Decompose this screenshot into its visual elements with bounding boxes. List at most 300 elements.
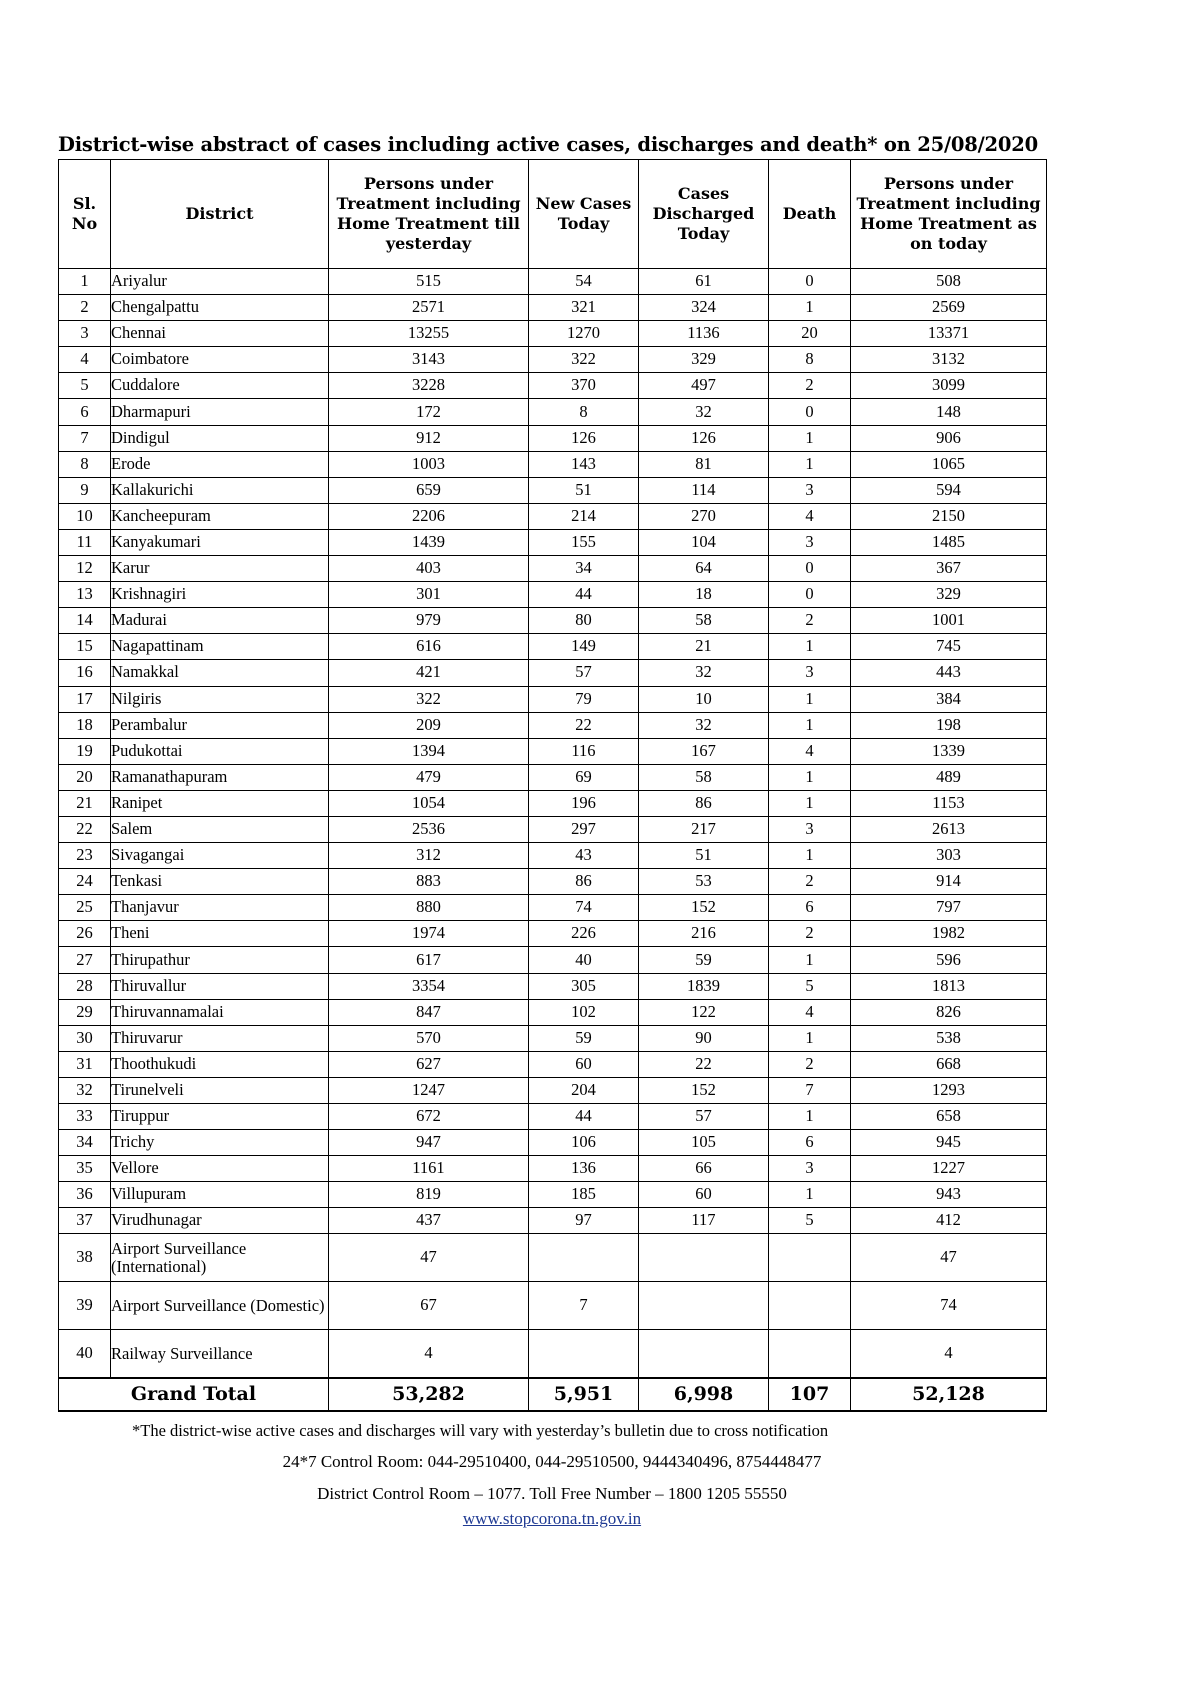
row-death: 3 (769, 660, 851, 686)
page-title: District-wise abstract of cases including active cases, discharges and death* on 25/08/2020 (58, 133, 1039, 156)
row-death: 2 (769, 869, 851, 895)
row-death: 5 (769, 1208, 851, 1234)
row-cases-discharged: 114 (639, 477, 769, 503)
row-sl-no: 17 (59, 686, 111, 712)
row-death (769, 1234, 851, 1282)
row-prev-treatment: 912 (329, 425, 529, 451)
row-district-name: Tenkasi (111, 869, 329, 895)
row-today-treatment: 47 (851, 1234, 1047, 1282)
row-cases-discharged (639, 1234, 769, 1282)
row-district-name: Kallakurichi (111, 477, 329, 503)
row-today-treatment: 2150 (851, 503, 1047, 529)
table-row (59, 529, 1047, 555)
row-prev-treatment: 2206 (329, 503, 529, 529)
row-death: 1 (769, 1104, 851, 1130)
row-new-cases: 74 (529, 895, 639, 921)
row-sl-no: 10 (59, 503, 111, 529)
row-today-treatment: 412 (851, 1208, 1047, 1234)
row-prev-treatment: 209 (329, 712, 529, 738)
row-today-treatment: 906 (851, 425, 1047, 451)
control-room-line: 24*7 Control Room: 044-29510400, 044-29510500, 9444340496, 8754448477 (282, 1452, 822, 1472)
table-row (59, 895, 1047, 921)
row-sl-no: 9 (59, 477, 111, 503)
grand-total-prev: 53,282 (329, 1378, 529, 1411)
table-row (59, 999, 1047, 1025)
row-new-cases: 79 (529, 686, 639, 712)
row-cases-discharged: 152 (639, 1077, 769, 1103)
grand-total-death: 107 (769, 1378, 851, 1411)
row-today-treatment: 596 (851, 947, 1047, 973)
row-sl-no: 28 (59, 973, 111, 999)
row-death: 2 (769, 921, 851, 947)
row-new-cases: 8 (529, 399, 639, 425)
row-sl-no: 22 (59, 816, 111, 842)
row-today-treatment: 1153 (851, 790, 1047, 816)
row-death: 3 (769, 529, 851, 555)
row-death: 4 (769, 999, 851, 1025)
row-district-name: Chengalpattu (111, 295, 329, 321)
row-new-cases: 136 (529, 1156, 639, 1182)
table-row (59, 947, 1047, 973)
row-sl-no: 33 (59, 1104, 111, 1130)
row-prev-treatment: 421 (329, 660, 529, 686)
row-new-cases: 214 (529, 503, 639, 529)
row-prev-treatment: 479 (329, 764, 529, 790)
row-district-name: Thanjavur (111, 895, 329, 921)
row-cases-discharged: 90 (639, 1025, 769, 1051)
row-new-cases: 321 (529, 295, 639, 321)
row-sl-no: 30 (59, 1025, 111, 1051)
row-cases-discharged: 51 (639, 843, 769, 869)
district-abstract-table (58, 159, 1047, 1412)
row-today-treatment: 329 (851, 582, 1047, 608)
row-cases-discharged: 58 (639, 764, 769, 790)
row-prev-treatment: 515 (329, 269, 529, 295)
row-cases-discharged: 217 (639, 816, 769, 842)
row-death: 4 (769, 738, 851, 764)
column-header-death: Death (769, 160, 851, 269)
row-prev-treatment: 847 (329, 999, 529, 1025)
row-sl-no: 29 (59, 999, 111, 1025)
row-new-cases: 370 (529, 373, 639, 399)
row-prev-treatment: 1054 (329, 790, 529, 816)
row-sl-no: 31 (59, 1051, 111, 1077)
row-district-name: Chennai (111, 321, 329, 347)
row-prev-treatment: 3143 (329, 347, 529, 373)
table-row (59, 347, 1047, 373)
row-sl-no: 5 (59, 373, 111, 399)
row-prev-treatment: 617 (329, 947, 529, 973)
row-death: 1 (769, 712, 851, 738)
row-new-cases: 126 (529, 425, 639, 451)
row-today-treatment: 943 (851, 1182, 1047, 1208)
row-death: 1 (769, 425, 851, 451)
table-row (59, 477, 1047, 503)
row-death: 3 (769, 816, 851, 842)
row-cases-discharged: 32 (639, 660, 769, 686)
row-district-name: Dharmapuri (111, 399, 329, 425)
table-row (59, 269, 1047, 295)
district-control-room-line: District Control Room – 1077. Toll Free Number – 1800 1205 55550 (317, 1483, 787, 1503)
row-district-name: Thiruvallur (111, 973, 329, 999)
row-district-name: Virudhunagar (111, 1208, 329, 1234)
row-sl-no: 34 (59, 1130, 111, 1156)
row-death: 1 (769, 451, 851, 477)
row-new-cases: 116 (529, 738, 639, 764)
row-prev-treatment: 1974 (329, 921, 529, 947)
row-new-cases: 196 (529, 790, 639, 816)
row-prev-treatment: 312 (329, 843, 529, 869)
row-today-treatment: 2613 (851, 816, 1047, 842)
row-today-treatment: 489 (851, 764, 1047, 790)
row-cases-discharged: 104 (639, 529, 769, 555)
row-death: 6 (769, 895, 851, 921)
bulletin-page (58, 0, 1046, 1529)
row-cases-discharged: 270 (639, 503, 769, 529)
row-cases-discharged: 81 (639, 451, 769, 477)
row-death: 1 (769, 1182, 851, 1208)
row-district-name: Tirunelveli (111, 1077, 329, 1103)
row-death: 1 (769, 947, 851, 973)
row-district-name: Perambalur (111, 712, 329, 738)
table-row (59, 321, 1047, 347)
row-today-treatment: 745 (851, 634, 1047, 660)
row-today-treatment: 508 (851, 269, 1047, 295)
row-sl-no: 6 (59, 399, 111, 425)
row-prev-treatment: 172 (329, 399, 529, 425)
table-row (59, 1130, 1047, 1156)
row-cases-discharged: 59 (639, 947, 769, 973)
row-prev-treatment: 1003 (329, 451, 529, 477)
row-district-name: Salem (111, 816, 329, 842)
row-cases-discharged: 329 (639, 347, 769, 373)
table-row (59, 425, 1047, 451)
row-district-name: Nagapattinam (111, 634, 329, 660)
table-body (59, 269, 1047, 1412)
row-new-cases: 1270 (529, 321, 639, 347)
row-sl-no: 35 (59, 1156, 111, 1182)
table-row (59, 790, 1047, 816)
row-today-treatment: 1339 (851, 738, 1047, 764)
row-death: 1 (769, 295, 851, 321)
row-new-cases: 51 (529, 477, 639, 503)
row-death (769, 1330, 851, 1379)
row-new-cases: 322 (529, 347, 639, 373)
row-cases-discharged: 32 (639, 712, 769, 738)
row-death: 3 (769, 477, 851, 503)
row-today-treatment: 384 (851, 686, 1047, 712)
row-new-cases: 44 (529, 582, 639, 608)
row-sl-no: 13 (59, 582, 111, 608)
table-row (59, 373, 1047, 399)
row-today-treatment: 148 (851, 399, 1047, 425)
table-row (59, 660, 1047, 686)
table-row (59, 1330, 1047, 1379)
row-prev-treatment: 570 (329, 1025, 529, 1051)
table-row (59, 399, 1047, 425)
row-prev-treatment: 13255 (329, 321, 529, 347)
row-cases-discharged: 53 (639, 869, 769, 895)
sl-line-2: No (71, 214, 98, 233)
row-sl-no: 1 (59, 269, 111, 295)
row-today-treatment: 3132 (851, 347, 1047, 373)
row-new-cases: 54 (529, 269, 639, 295)
table-row (59, 1077, 1047, 1103)
row-district-name: Ranipet (111, 790, 329, 816)
row-new-cases: 297 (529, 816, 639, 842)
row-cases-discharged: 1136 (639, 321, 769, 347)
row-new-cases: 106 (529, 1130, 639, 1156)
row-new-cases: 149 (529, 634, 639, 660)
row-district-name: Thoothukudi (111, 1051, 329, 1077)
row-today-treatment: 303 (851, 843, 1047, 869)
row-death: 1 (769, 790, 851, 816)
row-new-cases: 59 (529, 1025, 639, 1051)
row-today-treatment: 1227 (851, 1156, 1047, 1182)
row-death: 8 (769, 347, 851, 373)
website-line (58, 1509, 1046, 1529)
row-today-treatment: 13371 (851, 321, 1047, 347)
table-row (59, 764, 1047, 790)
row-death: 2 (769, 373, 851, 399)
row-district-name: Theni (111, 921, 329, 947)
row-sl-no: 3 (59, 321, 111, 347)
row-district-name: Thirupathur (111, 947, 329, 973)
row-prev-treatment: 672 (329, 1104, 529, 1130)
row-district-name: Erode (111, 451, 329, 477)
row-death: 2 (769, 1051, 851, 1077)
table-row (59, 295, 1047, 321)
table-row (59, 451, 1047, 477)
row-today-treatment: 594 (851, 477, 1047, 503)
grand-total-row (59, 1378, 1047, 1411)
row-death: 2 (769, 608, 851, 634)
row-new-cases: 102 (529, 999, 639, 1025)
table-row (59, 1051, 1047, 1077)
row-sl-no: 23 (59, 843, 111, 869)
row-today-treatment: 74 (851, 1282, 1047, 1330)
row-prev-treatment: 616 (329, 634, 529, 660)
row-cases-discharged: 324 (639, 295, 769, 321)
row-cases-discharged: 122 (639, 999, 769, 1025)
row-prev-treatment: 2571 (329, 295, 529, 321)
row-cases-discharged: 18 (639, 582, 769, 608)
footnote: *The district-wise active cases and discharges will vary with yesterday’s bulletin due to cross notification (132, 1421, 829, 1441)
row-district-name: Kanyakumari (111, 529, 329, 555)
row-district-name: Ramanathapuram (111, 764, 329, 790)
row-sl-no: 19 (59, 738, 111, 764)
row-district-name: Karur (111, 556, 329, 582)
row-today-treatment: 2569 (851, 295, 1047, 321)
row-new-cases: 60 (529, 1051, 639, 1077)
row-today-treatment: 668 (851, 1051, 1047, 1077)
row-death: 5 (769, 973, 851, 999)
row-today-treatment: 4 (851, 1330, 1047, 1379)
column-header-sl-no (59, 160, 111, 269)
row-death: 0 (769, 269, 851, 295)
row-death: 0 (769, 399, 851, 425)
row-district-name: Dindigul (111, 425, 329, 451)
row-prev-treatment: 3228 (329, 373, 529, 399)
row-new-cases: 44 (529, 1104, 639, 1130)
row-prev-treatment: 883 (329, 869, 529, 895)
row-today-treatment: 1485 (851, 529, 1047, 555)
row-sl-no: 15 (59, 634, 111, 660)
row-new-cases (529, 1330, 639, 1379)
row-district-name: Pudukottai (111, 738, 329, 764)
row-death: 6 (769, 1130, 851, 1156)
row-death: 0 (769, 582, 851, 608)
row-prev-treatment: 1439 (329, 529, 529, 555)
row-today-treatment: 443 (851, 660, 1047, 686)
row-new-cases: 143 (529, 451, 639, 477)
row-district-name: Namakkal (111, 660, 329, 686)
row-today-treatment: 1293 (851, 1077, 1047, 1103)
row-prev-treatment: 67 (329, 1282, 529, 1330)
row-sl-no: 36 (59, 1182, 111, 1208)
row-sl-no: 12 (59, 556, 111, 582)
row-sl-no: 32 (59, 1077, 111, 1103)
row-district-name: Madurai (111, 608, 329, 634)
row-prev-treatment: 4 (329, 1330, 529, 1379)
row-today-treatment: 797 (851, 895, 1047, 921)
table-row (59, 1025, 1047, 1051)
row-sl-no: 16 (59, 660, 111, 686)
row-sl-no: 14 (59, 608, 111, 634)
table-row (59, 1182, 1047, 1208)
row-cases-discharged: 86 (639, 790, 769, 816)
row-cases-discharged: 126 (639, 425, 769, 451)
row-prev-treatment: 1247 (329, 1077, 529, 1103)
row-district-name: Tiruppur (111, 1104, 329, 1130)
row-cases-discharged: 22 (639, 1051, 769, 1077)
row-new-cases: 57 (529, 660, 639, 686)
row-today-treatment: 914 (851, 869, 1047, 895)
row-cases-discharged: 66 (639, 1156, 769, 1182)
sl-line-1: Sl. (72, 194, 97, 213)
row-sl-no: 18 (59, 712, 111, 738)
row-prev-treatment: 3354 (329, 973, 529, 999)
table-row (59, 582, 1047, 608)
row-district-name: Sivagangai (111, 843, 329, 869)
row-prev-treatment: 322 (329, 686, 529, 712)
row-prev-treatment: 627 (329, 1051, 529, 1077)
row-new-cases: 97 (529, 1208, 639, 1234)
row-new-cases: 185 (529, 1182, 639, 1208)
row-prev-treatment: 880 (329, 895, 529, 921)
row-prev-treatment: 437 (329, 1208, 529, 1234)
table-row (59, 686, 1047, 712)
row-today-treatment: 1982 (851, 921, 1047, 947)
row-cases-discharged: 57 (639, 1104, 769, 1130)
row-new-cases: 40 (529, 947, 639, 973)
table-row (59, 712, 1047, 738)
row-sl-no: 8 (59, 451, 111, 477)
row-sl-no: 4 (59, 347, 111, 373)
row-district-name: Cuddalore (111, 373, 329, 399)
row-sl-no: 25 (59, 895, 111, 921)
row-new-cases: 305 (529, 973, 639, 999)
row-new-cases (529, 1234, 639, 1282)
row-new-cases: 204 (529, 1077, 639, 1103)
row-district-name: Ariyalur (111, 269, 329, 295)
row-district-name: Thiruvarur (111, 1025, 329, 1051)
row-sl-no: 27 (59, 947, 111, 973)
row-sl-no: 11 (59, 529, 111, 555)
row-sl-no: 7 (59, 425, 111, 451)
table-row (59, 608, 1047, 634)
row-prev-treatment: 979 (329, 608, 529, 634)
row-today-treatment: 1813 (851, 973, 1047, 999)
row-prev-treatment: 947 (329, 1130, 529, 1156)
row-death: 7 (769, 1077, 851, 1103)
row-new-cases: 86 (529, 869, 639, 895)
table-row (59, 1104, 1047, 1130)
column-header-district: District (111, 160, 329, 269)
row-district-name: Thiruvannamalai (111, 999, 329, 1025)
table-row (59, 556, 1047, 582)
table-row (59, 921, 1047, 947)
grand-total-today: 52,128 (851, 1378, 1047, 1411)
table-header (59, 160, 1047, 269)
row-sl-no: 39 (59, 1282, 111, 1330)
row-cases-discharged: 61 (639, 269, 769, 295)
row-cases-discharged: 105 (639, 1130, 769, 1156)
row-cases-discharged: 10 (639, 686, 769, 712)
table-row (59, 1234, 1047, 1282)
row-cases-discharged: 21 (639, 634, 769, 660)
row-death: 20 (769, 321, 851, 347)
row-district-name: Trichy (111, 1130, 329, 1156)
table-row (59, 738, 1047, 764)
row-today-treatment: 945 (851, 1130, 1047, 1156)
row-district-name: Airport Surveillance (Domestic) (111, 1282, 329, 1330)
table-row (59, 1282, 1047, 1330)
row-death (769, 1282, 851, 1330)
row-cases-discharged: 60 (639, 1182, 769, 1208)
row-sl-no: 26 (59, 921, 111, 947)
row-new-cases: 7 (529, 1282, 639, 1330)
row-death: 0 (769, 556, 851, 582)
row-prev-treatment: 2536 (329, 816, 529, 842)
table-row (59, 503, 1047, 529)
table-row (59, 1208, 1047, 1234)
row-district-name: Vellore (111, 1156, 329, 1182)
row-today-treatment: 1065 (851, 451, 1047, 477)
row-cases-discharged: 58 (639, 608, 769, 634)
row-today-treatment: 826 (851, 999, 1047, 1025)
row-district-name: Coimbatore (111, 347, 329, 373)
row-sl-no: 38 (59, 1234, 111, 1282)
row-today-treatment: 367 (851, 556, 1047, 582)
row-today-treatment: 538 (851, 1025, 1047, 1051)
row-cases-discharged: 1839 (639, 973, 769, 999)
table-row (59, 816, 1047, 842)
grand-total-new: 5,951 (529, 1378, 639, 1411)
row-cases-discharged: 117 (639, 1208, 769, 1234)
row-death: 4 (769, 503, 851, 529)
row-death: 3 (769, 1156, 851, 1182)
row-district-name: Railway Surveillance (111, 1330, 329, 1379)
row-district-name: Villupuram (111, 1182, 329, 1208)
row-new-cases: 226 (529, 921, 639, 947)
row-cases-discharged (639, 1330, 769, 1379)
website-link[interactable]: www.stopcorona.tn.gov.in (462, 1509, 642, 1529)
row-today-treatment: 1001 (851, 608, 1047, 634)
row-prev-treatment: 1394 (329, 738, 529, 764)
row-today-treatment: 3099 (851, 373, 1047, 399)
row-cases-discharged: 167 (639, 738, 769, 764)
